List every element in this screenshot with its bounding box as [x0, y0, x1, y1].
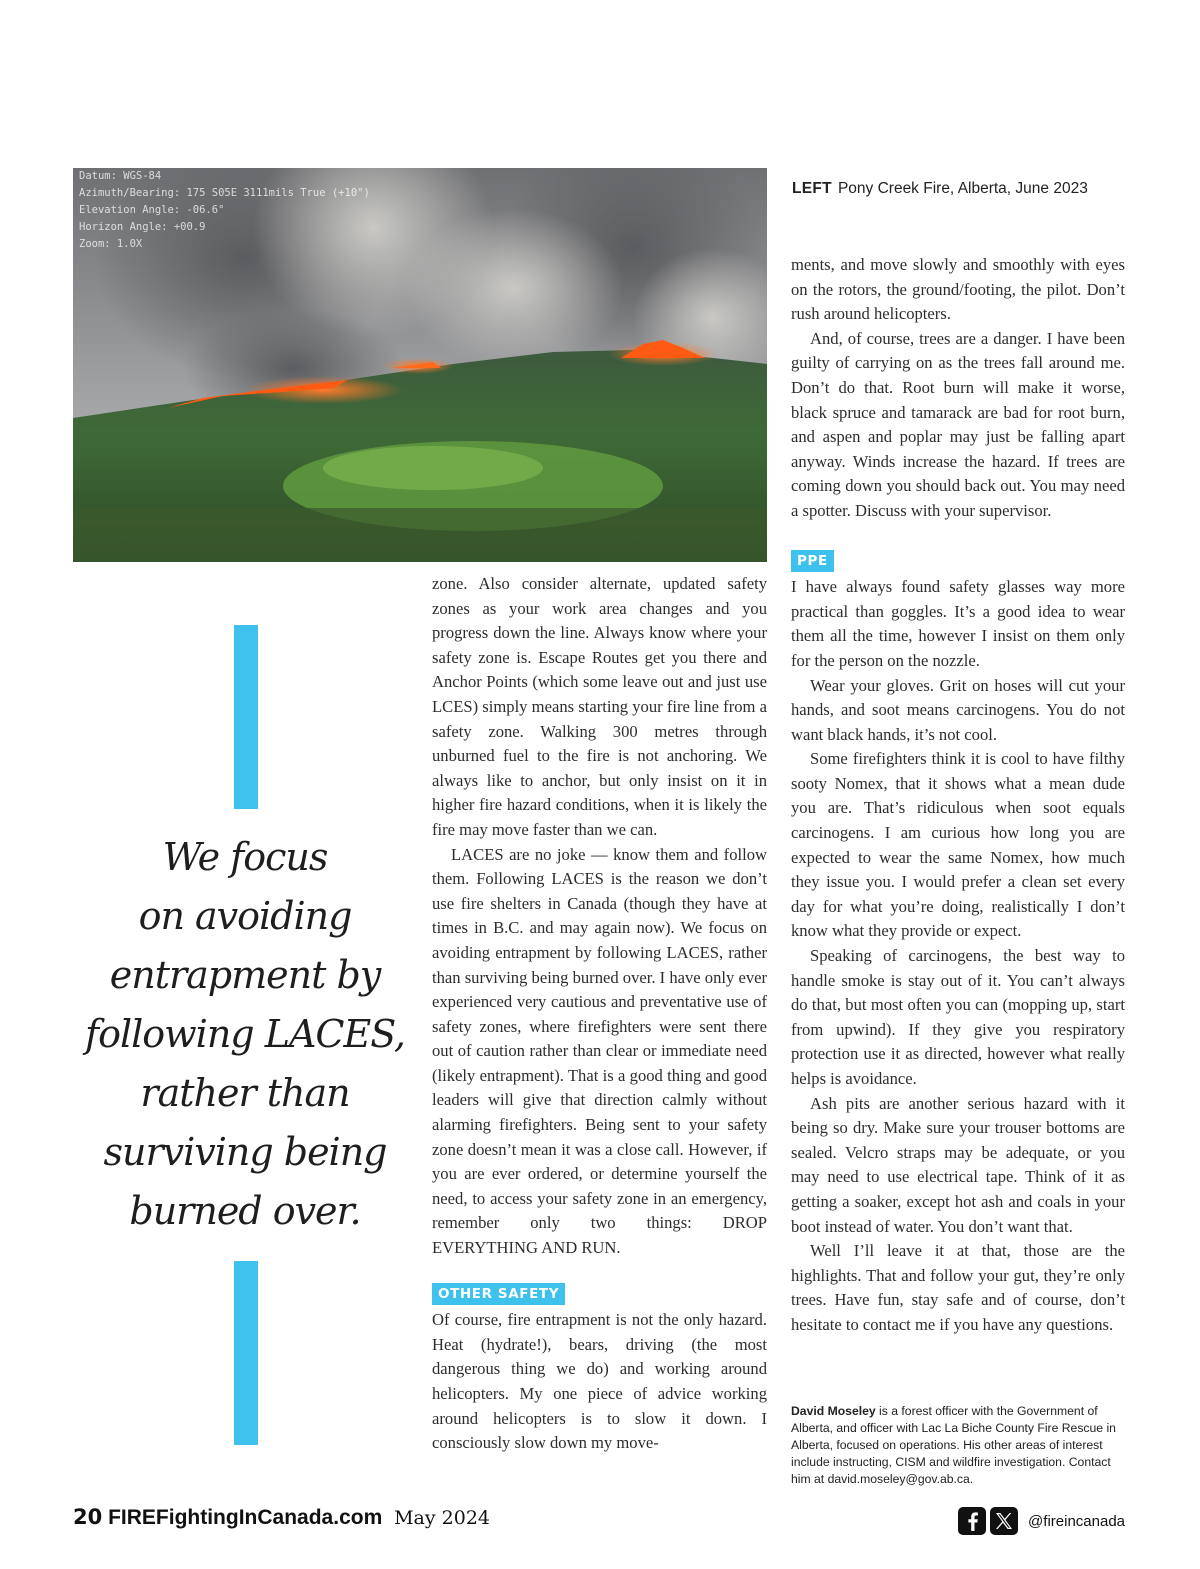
body-paragraph: Some firefighters think it is cool to have filthy sooty Nomex, that it shows what a mean dude you are. That’s ridiculous when soot equals carcinogens. I am curious how long you are expected to wear the same Nomex, how much they issue you. I would prefer a clean set every day for what you’re doing, realistically I don’t know what they provide or expect.: [791, 749, 1125, 941]
issue-date: May 2024: [394, 1507, 491, 1529]
article-column-middle: [432, 572, 767, 1456]
site-link[interactable]: FIREFightingInCanada.com: [108, 1506, 383, 1529]
page-footer: [73, 1505, 490, 1530]
body-paragraph: Well I’ll leave it at that, those are the highlights. That and follow your gut, they’re only trees. Have fun, stay safe and of course, don’t hesitate to contact me if you have any questions.: [791, 1241, 1125, 1334]
x-icon[interactable]: [990, 1507, 1018, 1535]
pullquote-line: rather than: [140, 1071, 350, 1115]
article-column-right: [791, 253, 1125, 1338]
pullquote: [73, 828, 417, 1241]
hud-line: Zoom: 1.0X: [79, 238, 143, 250]
body-paragraph: Wear your gloves. Grit on hoses will cut your hands, and soot means carcinogens. You do not want black hands, it’s not cool.: [791, 675, 1125, 744]
pullquote-line: following LACES,: [85, 1012, 405, 1056]
caption-label: LEFT: [792, 180, 832, 197]
author-bio: [791, 1403, 1125, 1488]
body-paragraph: ments, and move slowly and smoothly with eyes on the rotors, the ground/footing, the pilot. Don’t rush around helicopters.: [791, 255, 1125, 324]
author-name: David Moseley: [791, 1404, 876, 1418]
body-paragraph: LACES are no joke — know them and follow them. Following LACES is the reason we don’t use fire shelters in Canada (though they have at times in B.C. and may again now). We focus on avoiding entrapment by following LACES, rather than surviving being burned over. I have only ever experienced very cautious and preventative use of safety zones, where firefighters were sent there out of caution rather than clear or immediate need (likely entrapment). That is a good thing and good leaders will give that direction calmly without alarming firefighters. Being sent to your safety zone doesn’t mean it was a close call. However, if you are ever ordered, or determine yourself the need, to access your safety zone in an emergency, remember only two things: DROP EVERYTHING AND RUN.: [432, 844, 768, 1258]
wildfire-photo: [73, 168, 767, 562]
body-paragraph: Of course, fire entrapment is not the only hazard. Heat (hydrate!), bears, driving (the most dangerous thing we do) and working around helicopters. My one piece of advice working around helicopters is to slow it down. I consciously slow down my move-: [432, 1310, 767, 1453]
body-paragraph: I have always found safety glasses way more practical than goggles. It’s a good idea to wear them all the time, however I insist on them only for the person on the nozzle.: [791, 577, 1125, 670]
body-paragraph: Ash pits are another serious hazard with it being so dry. Make sure your trouser bottoms are sealed. Velcro straps may be adequate, or you may need to use electrical tape. Think of it as getting a soaker, except hot ash and coals in your boot instead of water. You don’t want that.: [791, 1093, 1125, 1236]
pullquote-accent-bar-bottom: [234, 1261, 258, 1445]
author-bio-text: is a forest officer with the Government of Alberta, and officer with Lac La Biche County Fire Rescue in Alberta, focused on operations. His other areas of interest include instructing, CISM and wildfire investigation. Contact him at david.moseley@gov.ab.ca.: [791, 1404, 1116, 1486]
hud-line: Elevation Angle: -06.6°: [79, 204, 225, 216]
section-heading-ppe: PPE: [791, 550, 834, 572]
hud-line: Datum: WGS-84: [79, 170, 162, 182]
pullquote-line: entrapment by: [109, 953, 381, 997]
pullquote-line: burned over.: [129, 1189, 361, 1233]
pullquote-line: We focus: [162, 835, 328, 879]
photo-caption: [792, 180, 1088, 198]
section-heading-other-safety: OTHER SAFETY: [432, 1283, 565, 1305]
pullquote-line: on avoiding: [138, 894, 352, 938]
page-number: 20: [73, 1505, 103, 1529]
body-paragraph: zone. Also consider alternate, updated safety zones as your work area changes and you progress down the line. Always know where your safety zone is. Escape Routes get you there and Anchor Points (which some leave out and just use LCES) simply means starting your fire line from a safety zone. Walking 300 metres through unburned fuel to the fire is not anchoring. We always like to anchor, but only insist on it in higher fire hazard conditions, when it is likely the fire may move faster than we can.: [432, 574, 767, 839]
hud-line: Azimuth/Bearing: 175 S05E 3111mils True (+10°): [79, 187, 370, 199]
body-paragraph: Speaking of carcinogens, the best way to handle smoke is stay out of it. You can’t always do that, but most often you can (mopping up, start from upwind). If they give you respiratory protection use it as directed, however what really helps is avoidance.: [791, 946, 1125, 1088]
body-paragraph: And, of course, trees are a danger. I have been guilty of carrying on as the trees fall around me. Don’t do that. Root burn will make it worse, black spruce and tamarack are bad for root burn, and aspen and poplar may just be falling apart anyway. Winds increase the hazard. If trees are coming down you should back out. You may need a spotter. Discuss with your supervisor.: [791, 328, 1125, 520]
hud-line: Horizon Angle: +00.9: [79, 221, 206, 233]
social-links: [958, 1507, 1125, 1535]
pullquote-accent-bar-top: [234, 625, 258, 809]
social-handle[interactable]: @fireincanada: [1028, 1512, 1125, 1530]
caption-text: Pony Creek Fire, Alberta, June 2023: [837, 180, 1088, 197]
pullquote-line: surviving being: [103, 1130, 387, 1174]
facebook-icon[interactable]: [958, 1507, 986, 1535]
camera-overlay-text: [79, 168, 370, 253]
